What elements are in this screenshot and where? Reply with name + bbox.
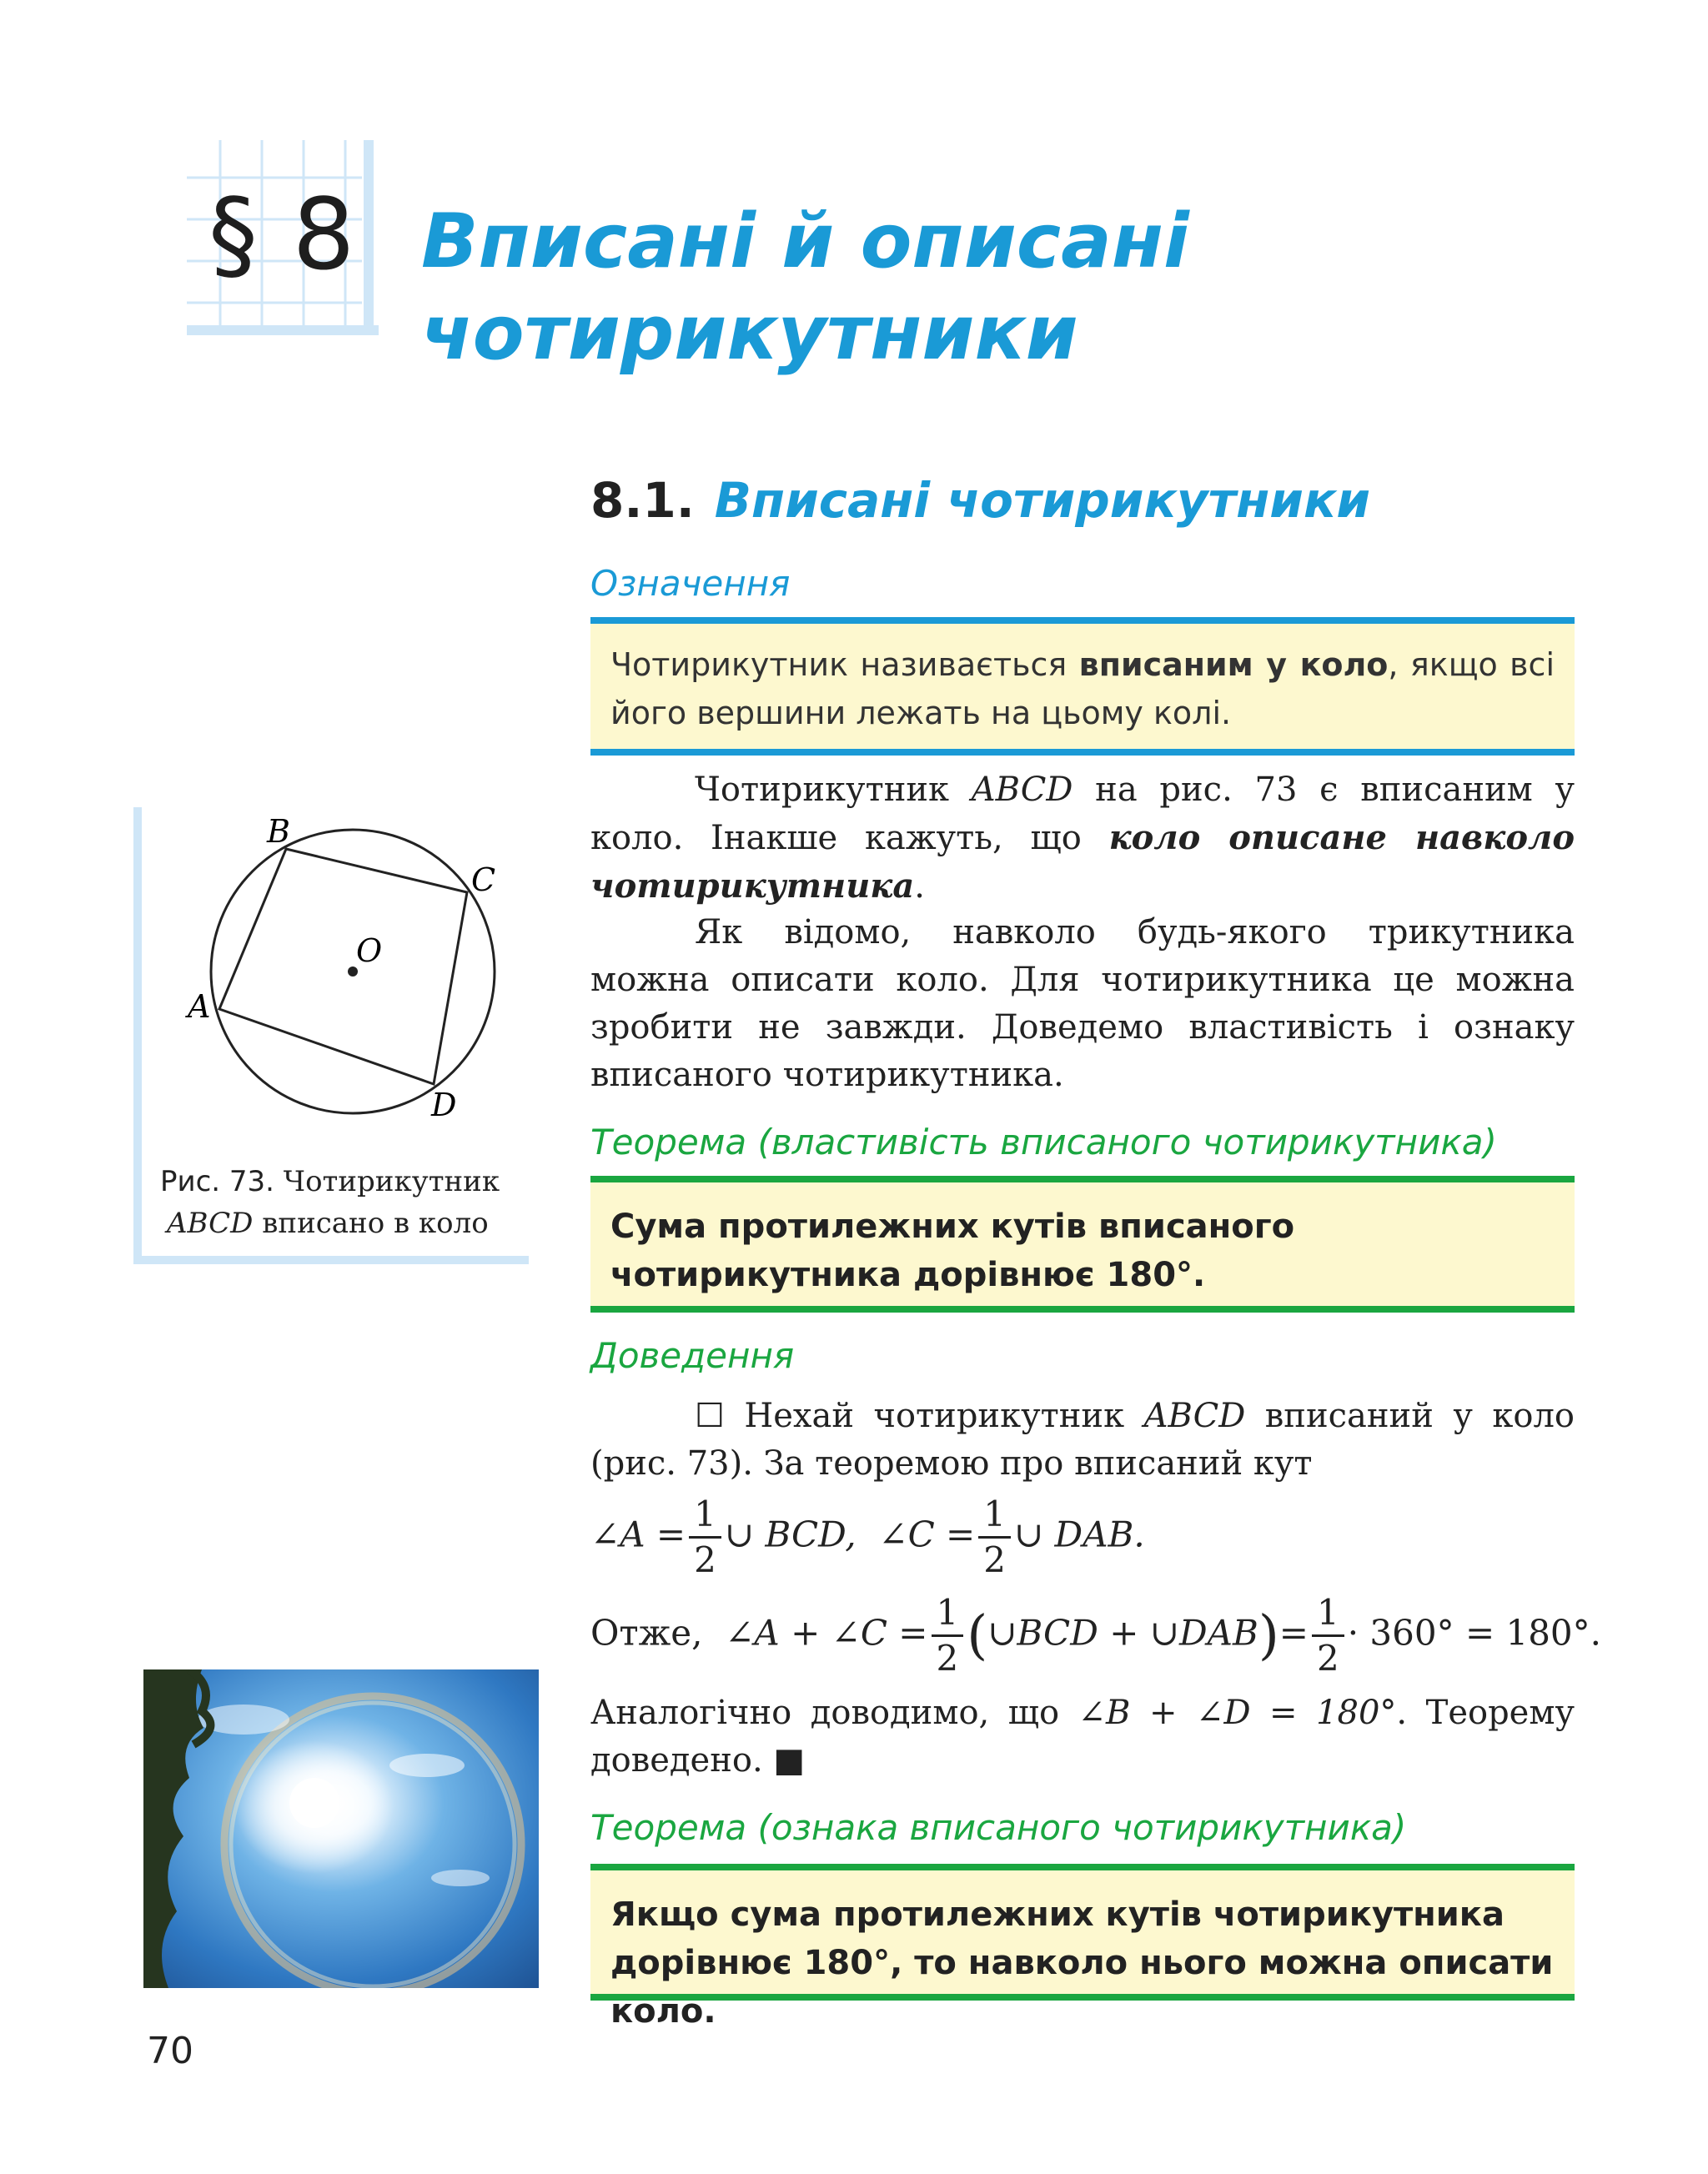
f3-num2: 1 <box>1312 1591 1344 1637</box>
proof-paragraph <box>590 1393 1575 1488</box>
formula-1 <box>590 1493 1575 1582</box>
vertex-label-d: D <box>431 1087 457 1123</box>
f3-eq: = <box>1278 1612 1309 1654</box>
theorem1-label: Теорема (властивість вписаного чотирикутника) <box>590 1122 1497 1162</box>
f2-num: 1 <box>978 1493 1011 1539</box>
section-number: 8.1. <box>590 472 695 529</box>
inscribed-quadrilateral-diagram <box>179 809 513 1126</box>
figure-caption <box>160 1161 519 1244</box>
proof-text-b: вписаний у коло (рис. 73). За теоремою про вписаний кут <box>590 1397 1575 1483</box>
quadrilateral <box>219 849 467 1084</box>
definition-text-start: Чотирикутник називається <box>610 646 1079 683</box>
center-label-o: O <box>356 932 383 969</box>
f2-den: 2 <box>983 1539 1006 1580</box>
chapter-title-line2: чотирикутники <box>421 289 1078 377</box>
sun-halo-photo <box>143 1669 539 1988</box>
theorem2-label: Теорема (ознака вписаного чотирикутника) <box>590 1807 1407 1848</box>
proof-conclusion <box>590 1689 1575 1785</box>
f3-fraction <box>932 1591 964 1680</box>
f3-fraction-2 <box>1312 1591 1344 1680</box>
body-paragraph-2: Як відомо, навколо будь-якого трикутника можна описати коло. Для чотирикутника це можна зробити не завжди. Доведемо властивість і ознаку вписаного чотирикутника. <box>590 913 1575 1094</box>
definition-label: Означення <box>590 563 791 604</box>
definition-text-end: , якщо всі його вершини лежать на цьому колі. <box>610 646 1555 731</box>
figure-frame-bottom <box>133 1256 529 1264</box>
proof-start-icon: ☐ <box>695 1397 725 1435</box>
f3-left: ∠A + ∠C = <box>725 1612 928 1654</box>
proof-label: Доведення <box>590 1335 795 1376</box>
chapter-title <box>421 196 1422 379</box>
f2-fraction <box>978 1493 1011 1582</box>
definition-box <box>590 617 1575 756</box>
theorem1-text: Сума протилежних кутів вписаного чотирикутника дорівнює 180°. <box>610 1207 1295 1294</box>
f1-fraction <box>689 1493 721 1582</box>
paragraph-number: § 8 <box>208 177 357 292</box>
vertex-label-a: A <box>188 988 211 1025</box>
proof-end-icon: ■ <box>773 1741 806 1780</box>
proof-math: ABCD <box>1143 1397 1246 1435</box>
right-paren: ) <box>1258 1604 1279 1667</box>
page-number: 70 <box>147 2030 193 2072</box>
definition-text <box>590 624 1575 737</box>
vertex-label-c: C <box>471 861 496 898</box>
caption-math: ABCD <box>167 1207 254 1240</box>
f1-num: 1 <box>689 1493 721 1539</box>
caption-text: Чотирикутник <box>274 1165 500 1198</box>
left-paren: ( <box>967 1604 988 1667</box>
f1-den: 2 <box>694 1539 716 1580</box>
p1-text-b: на рис. 73 є вписаним у коло. Інакше кажуть, що <box>590 771 1575 857</box>
f1-right: ∪ BCD, <box>724 1514 857 1555</box>
definition-term: вписаним у коло <box>1078 646 1389 683</box>
f1-left: ∠A = <box>590 1514 686 1555</box>
f2-right: ∪ DAB. <box>1013 1514 1145 1555</box>
f3-den2: 2 <box>1317 1638 1339 1679</box>
f3-prefix: Отже, <box>590 1612 703 1654</box>
f3-inner: ∪BCD + ∪DAB <box>987 1612 1258 1654</box>
proof-text-a: Нехай чотирикутник <box>724 1397 1144 1435</box>
f2-left: ∠C = <box>878 1514 976 1555</box>
p1-text-c: . <box>914 867 925 906</box>
p1-emphasis: коло описане навколо чотирикутника <box>590 818 1575 906</box>
theorem2-box <box>590 1864 1575 2031</box>
f3-num: 1 <box>932 1591 964 1637</box>
theorem2-text: Якщо сума протилежних кутів чотирикутника дорівнює 180°, то навколо нього можна описати коло. <box>610 1895 1554 2031</box>
caption-label: Рис. 73. <box>160 1165 274 1198</box>
section-heading <box>590 469 1370 532</box>
p1-text-a: Чотирикутник <box>695 771 972 809</box>
vertex-label-b: B <box>267 813 290 850</box>
figure-frame-left <box>133 807 142 1264</box>
proof-end-math: ∠B + ∠D = 180° <box>1078 1694 1397 1732</box>
body-paragraph-1 <box>590 766 1575 911</box>
f3-right: · 360° = 180°. <box>1347 1612 1602 1654</box>
section-title: Вписані чотирикутники <box>714 472 1370 529</box>
caption-line2 <box>160 1202 519 1244</box>
proof-end-a: Аналогічно доводимо, що <box>590 1694 1078 1732</box>
f3-den: 2 <box>936 1638 959 1679</box>
theorem1-box <box>590 1176 1575 1313</box>
caption-rest: вписано в коло <box>253 1207 489 1240</box>
p1-math: ABCD <box>971 771 1073 809</box>
chapter-title-line1: Вписані й описані <box>421 198 1189 285</box>
proof-end-b: . Теорему доведено. <box>590 1694 1575 1780</box>
formula-2 <box>590 1591 1602 1680</box>
